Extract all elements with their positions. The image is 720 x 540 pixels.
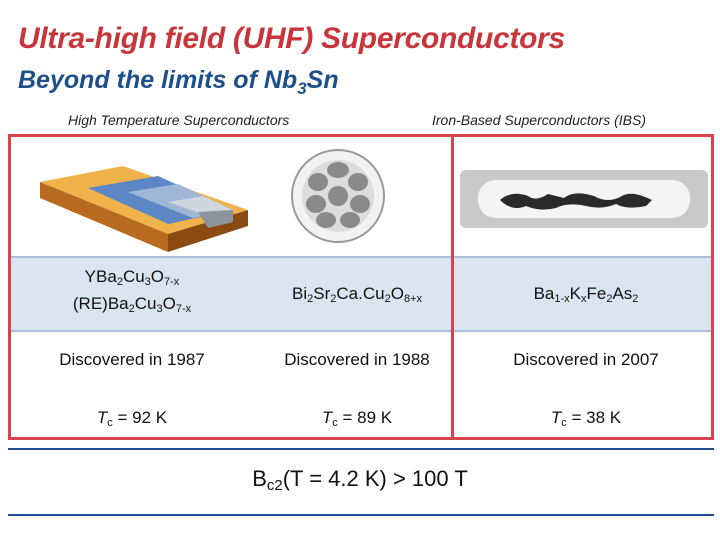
hts-frame (8, 134, 454, 440)
bc2-statement: Bc2(T = 4.2 K) > 100 T (252, 466, 468, 494)
ybco-line: $YBa_2Cu_3O_{7-x}$ (84, 267, 180, 288)
divider-bottom (8, 514, 714, 516)
slide-subtitle: Beyond the limits of $Nb_3Sn$ (18, 66, 339, 98)
ibs-column-header: Iron-Based Superconductors (IBS) (432, 112, 646, 128)
slide-title: Ultra-high field (UHF) Superconductors (18, 22, 565, 55)
discovered-hts: Discovered in 1987 (59, 350, 205, 369)
ibs-formula: $Ba_{1-x}K_xFe_2As_2$ (533, 284, 639, 305)
hts-column-header: High Temperature Superconductors (68, 112, 290, 128)
bscco-formula: $Bi_2Sr_2Ca.Cu_2O_{8+x}$ (292, 284, 422, 305)
discovered-ibs: Discovered in 2007 (513, 350, 659, 369)
tc-bscco: $T_c = 89$ K (321, 408, 393, 429)
divider-top (8, 448, 714, 450)
discovered-bscco: Discovered in 1988 (284, 350, 430, 369)
rebco-line: $(RE)Ba_2Cu_3O_{7-x}$ (72, 294, 192, 315)
ibs-frame (451, 134, 714, 440)
tc-hts: $T_c = 92$ K (96, 408, 168, 429)
tc-ibs: $T_c = 38$ K (550, 408, 622, 429)
